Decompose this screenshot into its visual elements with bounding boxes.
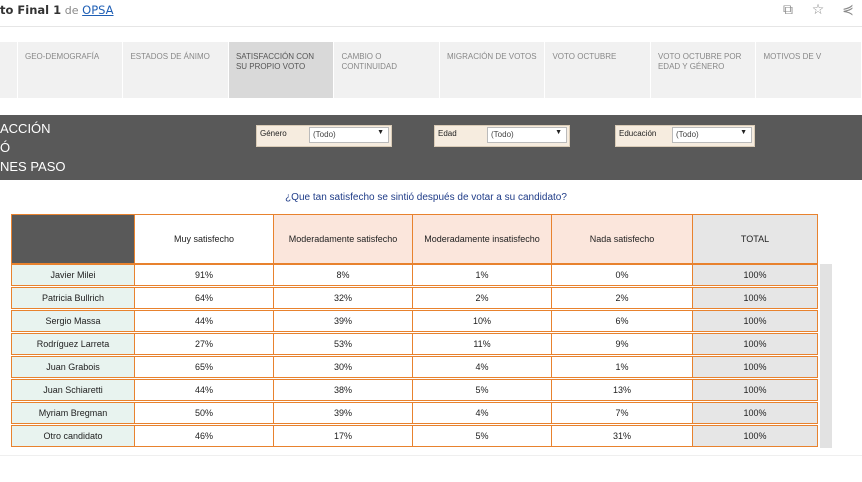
- candidate-name[interactable]: Myriam Bregman: [11, 402, 135, 424]
- table-cell[interactable]: 32%: [273, 287, 413, 309]
- filter-value: (Todo): [676, 130, 699, 139]
- table-cell[interactable]: 100%: [692, 425, 818, 447]
- question-text: ¿Que tan satisfecho se sintió después de votar a su candidato?: [285, 192, 567, 203]
- table-cell[interactable]: 44%: [134, 310, 274, 332]
- table-cell[interactable]: 7%: [551, 402, 693, 424]
- table-cell[interactable]: 9%: [551, 333, 693, 355]
- filter-genero[interactable]: [256, 125, 392, 147]
- scroll-shade: [820, 264, 832, 448]
- table-cell[interactable]: 100%: [692, 402, 818, 424]
- candidate-name[interactable]: Juan Schiaretti: [11, 379, 135, 401]
- table-cell[interactable]: 100%: [692, 356, 818, 378]
- filter-educacion[interactable]: [615, 125, 755, 147]
- table-cell[interactable]: 1%: [412, 264, 552, 286]
- tab-0[interactable]: [0, 42, 17, 98]
- tab-8[interactable]: MOTIVOS DE V: [756, 42, 861, 98]
- dropdown-arrow-icon: ▼: [377, 129, 384, 136]
- candidate-name[interactable]: Javier Milei: [11, 264, 135, 286]
- filter-select[interactable]: [672, 127, 752, 143]
- column-header: TOTAL: [692, 214, 818, 264]
- table-cell[interactable]: 44%: [134, 379, 274, 401]
- author-link[interactable]: OPSA: [82, 3, 114, 17]
- table-cell[interactable]: 64%: [134, 287, 274, 309]
- filter-label: Educación: [619, 129, 657, 138]
- filter-label: Edad: [438, 129, 457, 138]
- header-band: [0, 115, 862, 180]
- table-cell[interactable]: 53%: [273, 333, 413, 355]
- filter-label: Género: [260, 129, 287, 138]
- dropdown-arrow-icon: ▼: [555, 129, 562, 136]
- tab-7[interactable]: VOTO OCTUBRE POR EDAD Y GÉNERO: [651, 42, 756, 98]
- top-icons: [780, 2, 856, 18]
- table-cell[interactable]: 5%: [412, 425, 552, 447]
- table-cell[interactable]: 30%: [273, 356, 413, 378]
- workbook-name: to Final 1: [0, 3, 62, 17]
- dashboard-tabs: [0, 42, 862, 100]
- filter-select[interactable]: [487, 127, 567, 143]
- share-icon[interactable]: ⋞: [842, 2, 854, 18]
- table-cell[interactable]: 31%: [551, 425, 693, 447]
- table-cell[interactable]: 100%: [692, 287, 818, 309]
- header-corner: [11, 214, 135, 264]
- table-cell[interactable]: 65%: [134, 356, 274, 378]
- table-cell[interactable]: 38%: [273, 379, 413, 401]
- table-cell[interactable]: 100%: [692, 310, 818, 332]
- candidate-name[interactable]: Juan Grabois: [11, 356, 135, 378]
- table-cell[interactable]: 2%: [412, 287, 552, 309]
- column-header: Nada satisfecho: [551, 214, 693, 264]
- tab-4[interactable]: CAMBIO O CONTINUIDAD: [334, 42, 439, 98]
- tab-1[interactable]: GEO-DEMOGRAFÍA: [18, 42, 123, 98]
- column-header: Moderadamente satisfecho: [273, 214, 413, 264]
- table-cell[interactable]: 39%: [273, 402, 413, 424]
- table-cell[interactable]: 4%: [412, 402, 552, 424]
- table-cell[interactable]: 2%: [551, 287, 693, 309]
- question-heading: [0, 192, 862, 203]
- filter-value: (Todo): [313, 130, 336, 139]
- filter-value: (Todo): [491, 130, 514, 139]
- filter-edad[interactable]: [434, 125, 570, 147]
- table-cell[interactable]: 1%: [551, 356, 693, 378]
- tab-3[interactable]: SATISFACCIÓN CON SU PROPIO VOTO: [229, 42, 334, 98]
- table-cell[interactable]: 0%: [551, 264, 693, 286]
- column-header: Moderadamente insatisfecho: [412, 214, 552, 264]
- table-cell[interactable]: 5%: [412, 379, 552, 401]
- table-cell[interactable]: 10%: [412, 310, 552, 332]
- table-cell[interactable]: 4%: [412, 356, 552, 378]
- table-cell[interactable]: 100%: [692, 379, 818, 401]
- band-title: ACCIÓN Ó NES PASO: [0, 121, 66, 174]
- copy-icon[interactable]: ⧉: [783, 2, 793, 18]
- table-cell[interactable]: 11%: [412, 333, 552, 355]
- star-icon[interactable]: ☆: [811, 2, 825, 18]
- workbook-title: [0, 3, 114, 17]
- table-cell[interactable]: 50%: [134, 402, 274, 424]
- tab-5[interactable]: MIGRACIÓN DE VOTOS: [440, 42, 545, 98]
- tab-6[interactable]: VOTO OCTUBRE: [545, 42, 650, 98]
- table-cell[interactable]: 17%: [273, 425, 413, 447]
- divider: [0, 455, 862, 456]
- table-cell[interactable]: 6%: [551, 310, 693, 332]
- table-cell[interactable]: 91%: [134, 264, 274, 286]
- dropdown-arrow-icon: ▼: [740, 129, 747, 136]
- table-cell[interactable]: 39%: [273, 310, 413, 332]
- table-cell[interactable]: 46%: [134, 425, 274, 447]
- tab-2[interactable]: ESTADOS DE ÁNIMO: [123, 42, 228, 98]
- candidate-name[interactable]: Rodríguez Larreta: [11, 333, 135, 355]
- candidate-name[interactable]: Patricia Bullrich: [11, 287, 135, 309]
- filter-select[interactable]: [309, 127, 389, 143]
- candidate-name[interactable]: Otro candidato: [11, 425, 135, 447]
- table-cell[interactable]: 13%: [551, 379, 693, 401]
- table-cell[interactable]: 8%: [273, 264, 413, 286]
- candidate-name[interactable]: Sergio Massa: [11, 310, 135, 332]
- column-header: Muy satisfecho: [134, 214, 274, 264]
- table-cell[interactable]: 100%: [692, 264, 818, 286]
- title-de: de: [64, 4, 79, 17]
- table-cell[interactable]: 27%: [134, 333, 274, 355]
- top-bar: [0, 0, 862, 27]
- table-cell[interactable]: 100%: [692, 333, 818, 355]
